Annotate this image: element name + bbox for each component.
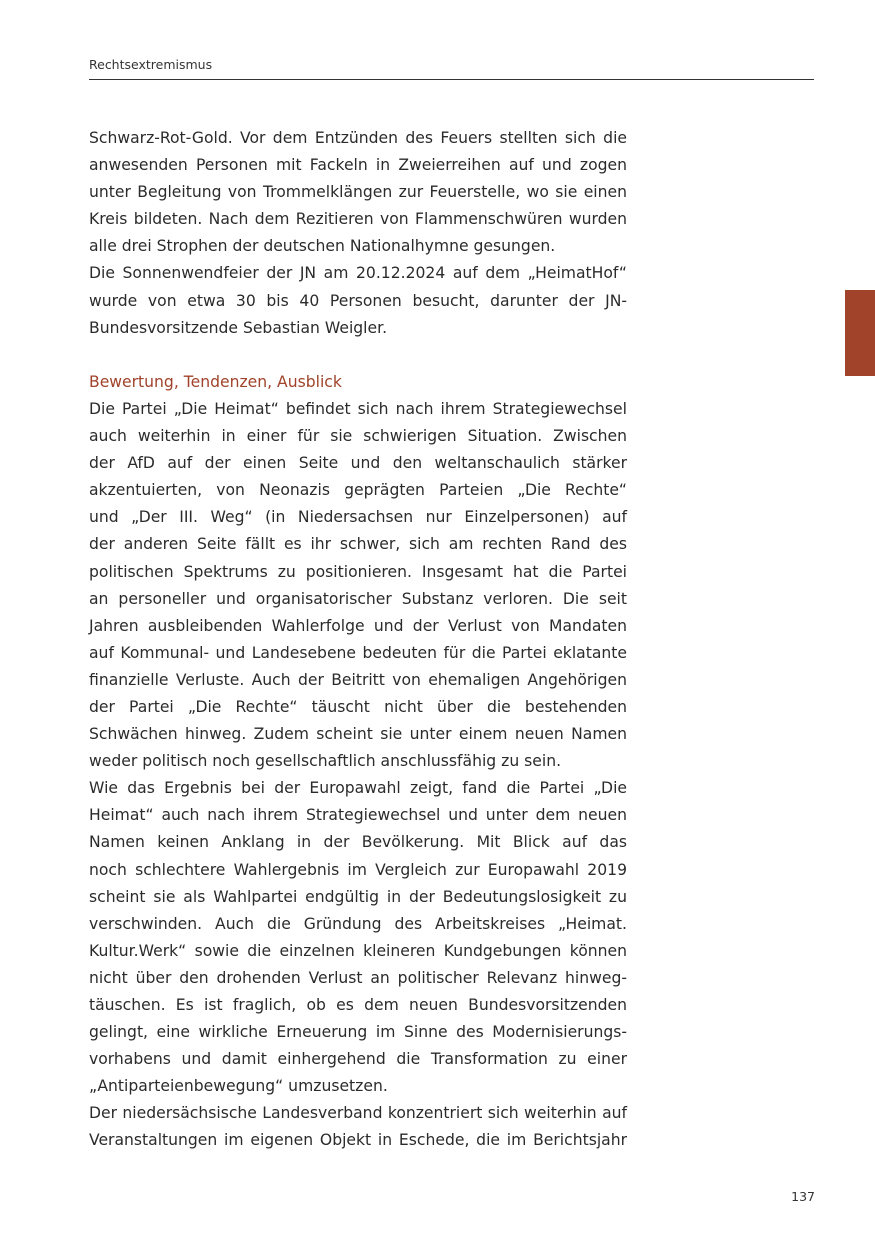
text-line: finanzielle Verluste. Auch der Beitritt von ehemaligen Angehörigen <box>89 670 627 689</box>
chapter-side-tab <box>845 290 875 376</box>
text-line: akzentuierten, von Neonazis geprägten Parteien „Die Rechte“ <box>89 481 627 500</box>
text-line: alle drei Strophen der deutschen Nationalhymne gesungen. <box>89 237 556 256</box>
page-number: 137 <box>791 1189 815 1204</box>
text-line: Heimat“ auch nach ihrem Strategiewechsel und unter dem neuen <box>89 806 627 825</box>
text-line: anwesenden Personen mit Fackeln in Zweierreihen auf und zogen <box>89 156 627 175</box>
text-line: auch weiterhin in einer für sie schwierigen Situation. Zwischen <box>89 427 627 446</box>
text-line: Schwarz-Rot-Gold. Vor dem Entzünden des Feuers stellten sich die <box>89 129 627 147</box>
running-header: Rechtsextremismus <box>89 57 213 72</box>
text-line: der Partei „Die Rechte“ täuscht nicht über die bestehenden <box>89 697 627 716</box>
text-line: wurde von etwa 30 bis 40 Personen besucht, darunter der JN- <box>89 291 627 310</box>
text-line: Jahren ausbleibenden Wahlerfolge und der Verlust von Mandaten <box>89 616 627 635</box>
text-line: Schwächen hinweg. Zudem scheint sie unter einem neuen Namen <box>89 725 627 744</box>
body-text <box>89 125 627 1155</box>
text-line: vorhabens und damit einhergehend die Transformation zu einer <box>89 1050 627 1069</box>
text-line: täuschen. Es ist fraglich, ob es dem neuen Bundesvorsitzenden <box>89 996 627 1014</box>
text-line: politischen Spektrums zu positionieren. Insgesamt hat die Partei <box>89 562 627 581</box>
text-line: Der niedersächsische Landesverband konzentriert sich weiterhin auf <box>89 1104 627 1123</box>
text-line: verschwinden. Auch die Gründung des Arbeitskreises „Heimat. <box>89 914 627 933</box>
text-line: Wie das Ergebnis bei der Europawahl zeigt, fand die Partei „Die <box>89 779 627 798</box>
text-line: Veranstaltungen im eigenen Objekt in Eschede, die im Berichtsjahr <box>89 1131 627 1150</box>
text-line: scheint sie als Wahlpartei endgültig in der Bedeutungslosigkeit zu <box>89 887 627 906</box>
text-line: Die Sonnenwendfeier der JN am 20.12.2024 auf dem „HeimatHof“ <box>89 264 627 283</box>
text-line: unter Begleitung von Trommelklängen zur Feuerstelle, wo sie einen <box>89 183 627 202</box>
text-line: Die Partei „Die Heimat“ befindet sich nach ihrem Strategiewechsel <box>89 399 627 418</box>
text-line: an personeller und organisatorischer Substanz verloren. Die seit <box>89 589 627 608</box>
text-line: Kultur.Werk“ sowie die einzelnen kleineren Kundgebungen können <box>89 941 627 960</box>
header-rule <box>89 79 814 80</box>
paragraph-5 <box>89 1100 627 1154</box>
text-line: der AfD auf der einen Seite und den weltanschaulich stärker <box>89 454 627 473</box>
paragraph-4 <box>89 775 627 1100</box>
paragraph-2 <box>89 260 627 341</box>
text-line: auf Kommunal- und Landesebene bedeuten für die Partei eklatante <box>89 643 627 662</box>
text-line: nicht über den drohenden Verlust an politischer Relevanz hinweg- <box>89 968 627 987</box>
text-line: gelingt, eine wirkliche Erneuerung im Sinne des Modernisierungs- <box>89 1023 627 1042</box>
text-line: noch schlechtere Wahlergebnis im Vergleich zur Europawahl 2019 <box>89 860 627 879</box>
paragraph-1 <box>89 125 627 260</box>
text-line: der anderen Seite fällt es ihr schwer, sich am rechten Rand des <box>89 535 627 554</box>
section-heading: Bewertung, Tendenzen, Ausblick <box>89 372 342 391</box>
text-line: Namen keinen Anklang in der Bevölkerung. Mit Blick auf das <box>89 833 627 852</box>
text-line: Bundesvorsitzende Sebastian Weigler. <box>89 318 388 337</box>
paragraph-gap <box>89 342 627 369</box>
text-line: „Antiparteienbewegung“ umzusetzen. <box>89 1077 388 1096</box>
paragraph-3 <box>89 396 627 775</box>
text-line: weder politisch noch gesellschaftlich anschlussfähig zu sein. <box>89 752 562 771</box>
text-line: und „Der III. Weg“ (in Niedersachsen nur Einzelpersonen) auf <box>89 508 627 527</box>
text-line: Kreis bildeten. Nach dem Rezitieren von Flammenschwüren wurden <box>89 210 627 229</box>
